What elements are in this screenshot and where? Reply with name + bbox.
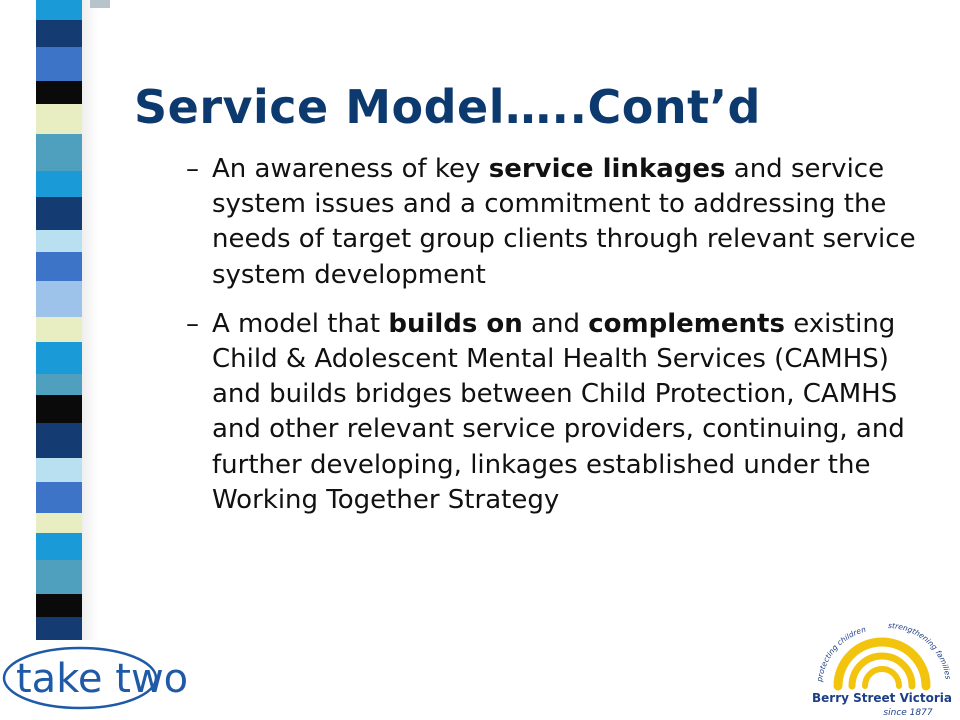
stripe-cell — [36, 230, 82, 252]
stripe-cell — [36, 171, 82, 197]
stripe-cell — [36, 374, 82, 395]
stripe-cell — [36, 617, 82, 640]
stripe-cell — [36, 513, 82, 533]
stripe-cell — [36, 594, 82, 617]
berry-street-arc-left: protecting children — [815, 624, 867, 683]
stripe-cell — [36, 560, 82, 594]
stripe-cell — [36, 342, 82, 374]
bullet-text: existing Child & Adolescent Mental Health Services (CAMHS) and builds bridges between Child Protection, CAMHS and other relevant service providers, continuing, and further developing, linkages established under the Working Together Strategy — [212, 308, 905, 515]
decorative-color-stripe — [36, 0, 82, 640]
bullet-text: and — [522, 308, 589, 339]
slide-title: Service Model…..Cont’d — [134, 80, 761, 134]
stripe-cell — [36, 0, 82, 20]
stripe-cell — [36, 197, 82, 230]
sun-rays-icon — [838, 642, 926, 686]
bullet-list — [186, 152, 926, 532]
take-two-logo — [0, 640, 189, 720]
berry-street-since: since 1877 — [883, 708, 933, 718]
stripe-cell — [36, 458, 82, 482]
bullet-dash: – — [186, 308, 199, 339]
bullet-item — [186, 307, 926, 518]
berry-street-logo — [808, 616, 958, 720]
stripe-cell — [36, 134, 82, 171]
bullet-item — [186, 152, 926, 293]
stripe-shadow-top — [90, 0, 110, 8]
berry-street-name: Berry Street Victoria — [811, 691, 953, 705]
stripe-cell — [36, 47, 82, 81]
bullet-text: An awareness of key — [212, 154, 489, 184]
bullet-emphasis: complements — [588, 308, 785, 339]
bullet-text: and service system issues and a commitment to addressing the needs of target group clients through relevant service system development — [212, 154, 916, 290]
stripe-cell — [36, 423, 82, 458]
take-two-logo-text: take two — [16, 656, 189, 702]
stripe-cell — [36, 281, 82, 317]
stripe-cell — [36, 533, 82, 560]
stripe-cell — [36, 252, 82, 281]
bullet-text: A model that — [212, 308, 389, 339]
stripe-cell — [36, 395, 82, 423]
berry-street-arc-right: strengthening families — [887, 620, 953, 680]
stripe-cell — [36, 20, 82, 47]
stripe-cell — [36, 482, 82, 513]
bullet-dash: – — [186, 154, 199, 184]
stripe-cell — [36, 104, 82, 134]
stripe-cell — [36, 317, 82, 342]
stripe-cell — [36, 81, 82, 104]
bullet-emphasis: service linkages — [488, 154, 726, 184]
bullet-emphasis: builds on — [388, 308, 523, 339]
